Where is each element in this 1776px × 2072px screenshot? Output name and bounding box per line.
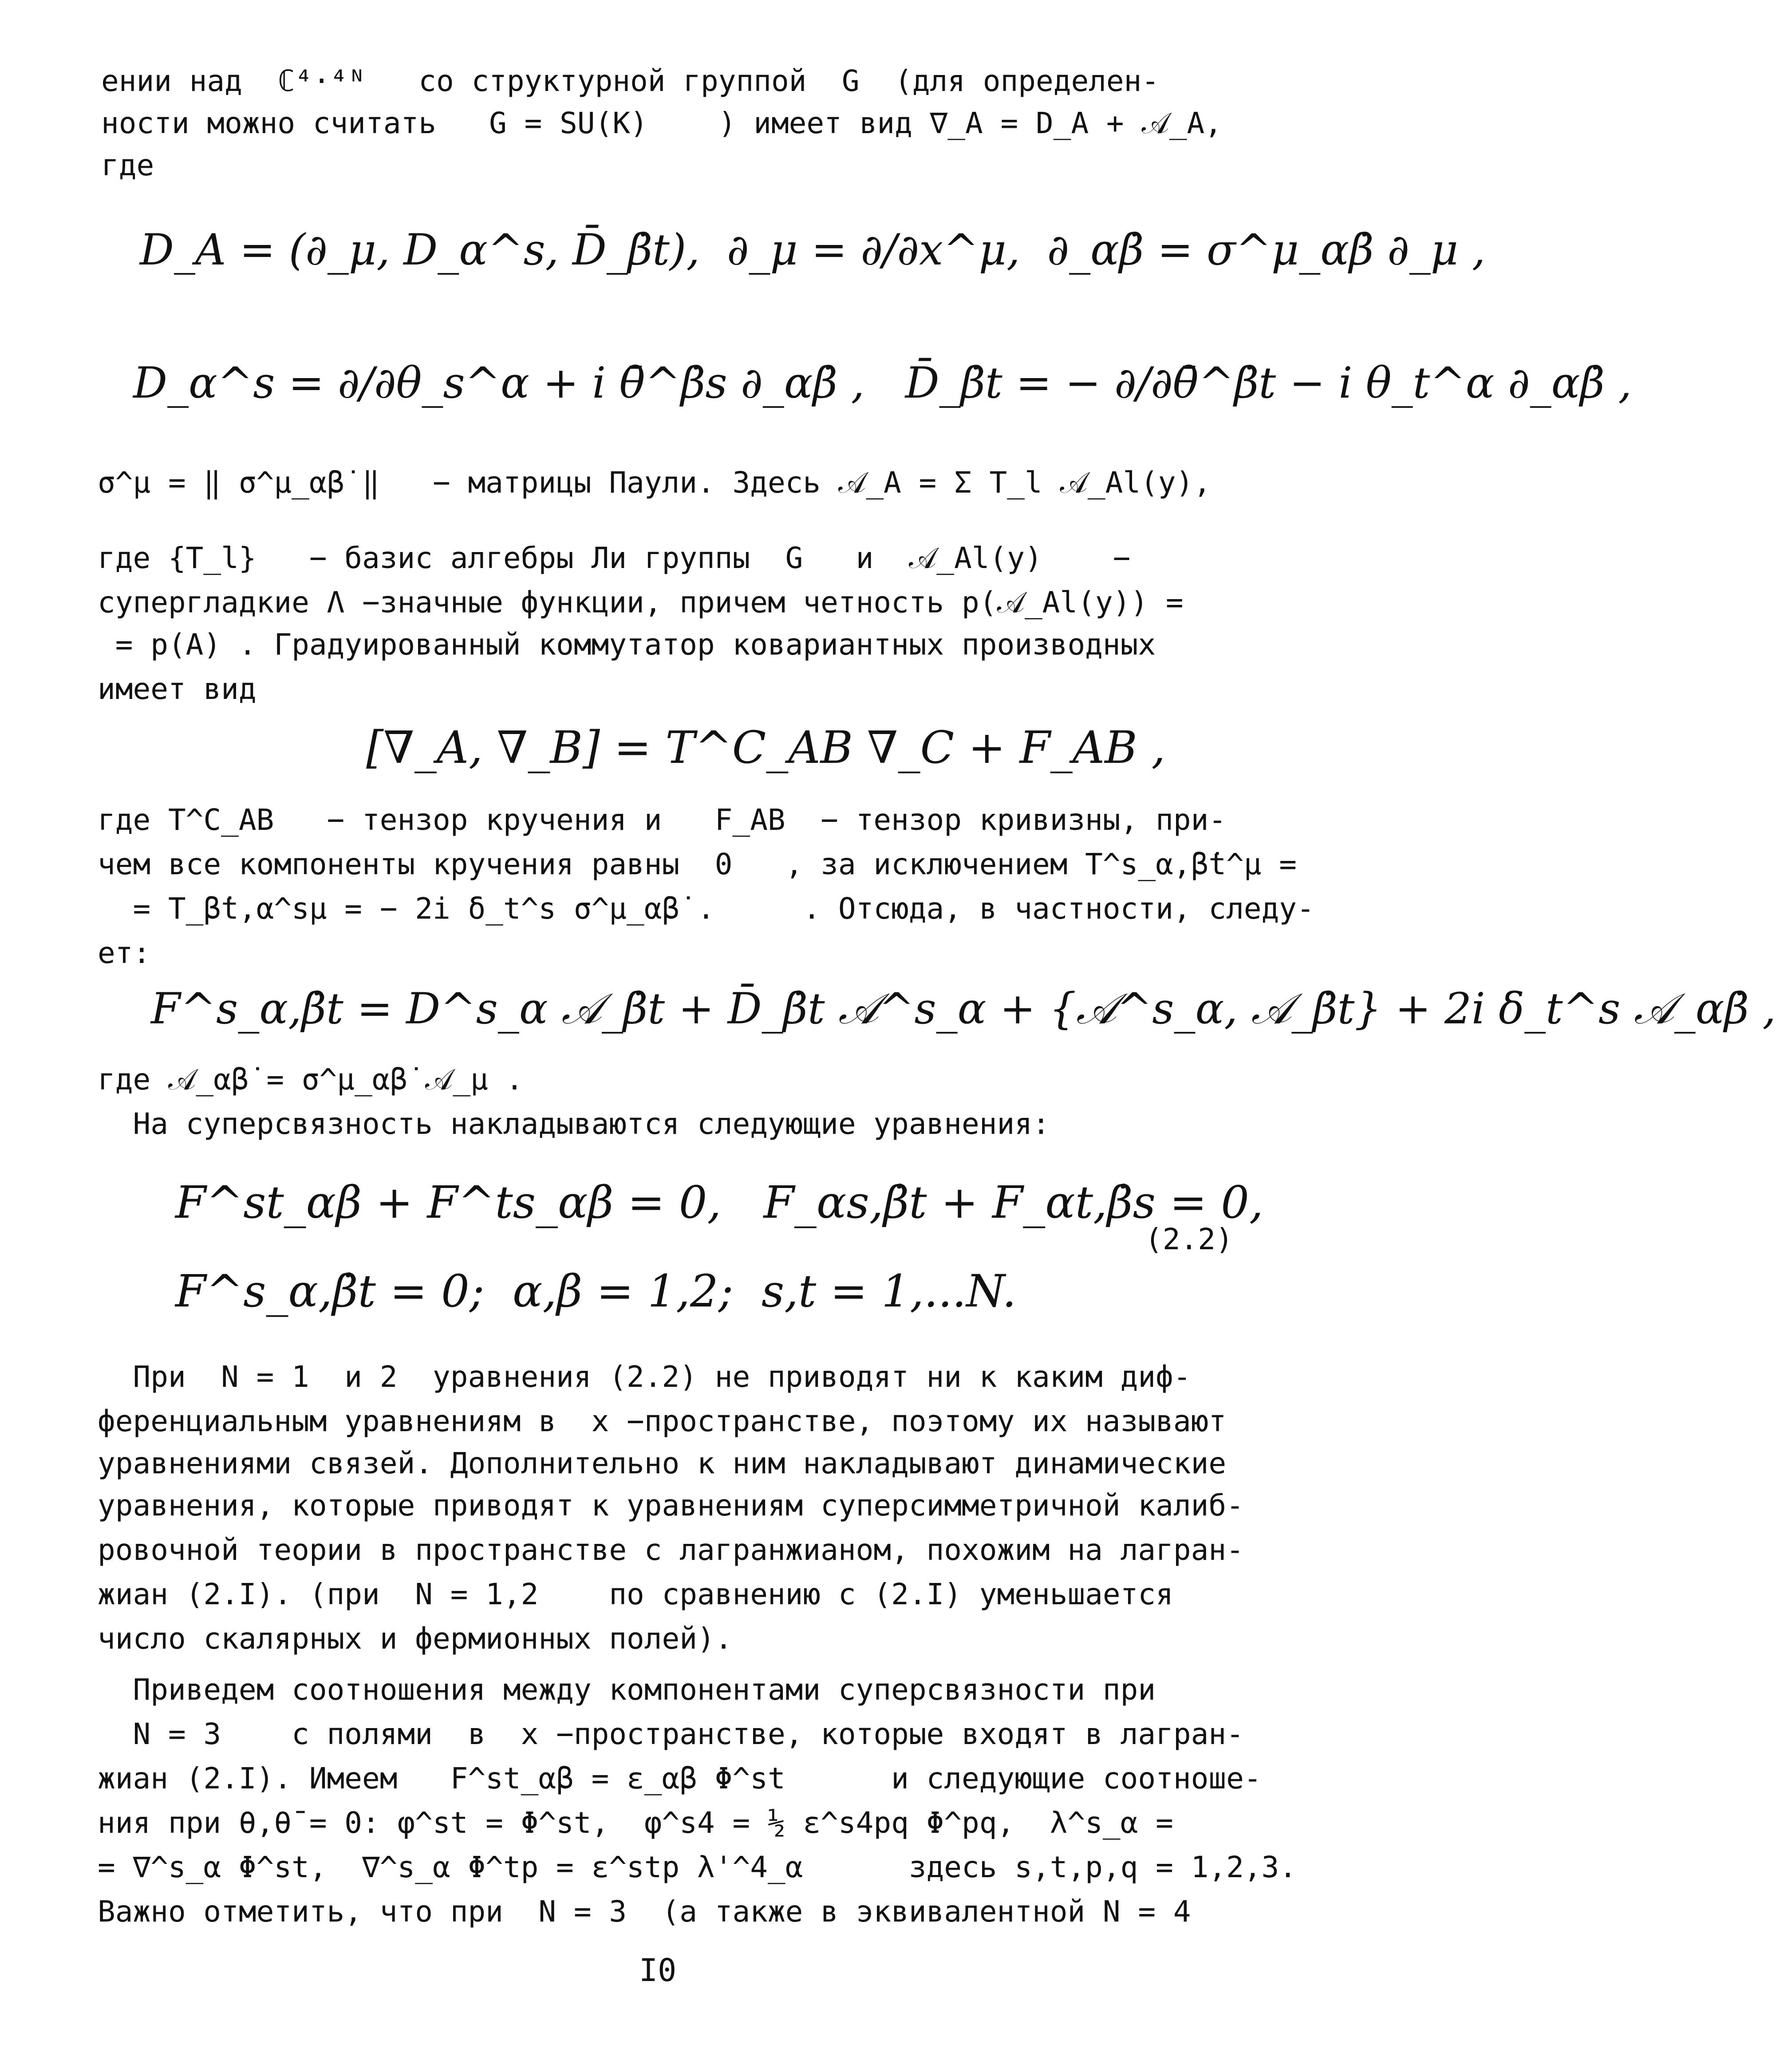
text-line: где T^C_AB − тензор кручения и F_AB − тензор кривизны, при- bbox=[98, 803, 1227, 837]
text-line: Важно отметить, что при N = 3 (а также в эквивалентной N = 4 bbox=[98, 1894, 1191, 1929]
text-line: уравнениями связей. Дополнительно к ним накладывают динамические bbox=[98, 1446, 1227, 1480]
formula-graded-commutator: [∇_A, ∇_B] = T^C_AB ∇_C + F_AB , bbox=[366, 722, 1166, 774]
text-line: При N = 1 и 2 уравнения (2.2) не приводят ни к каким диф- bbox=[98, 1360, 1191, 1394]
text-line: = p(A) . Градуированный коммутатор ковариантных производных bbox=[98, 628, 1156, 662]
formula-spinor-derivatives: D_α^s = ∂/∂θ_s^α + i θ̄^β̇s ∂_αβ̇ , D̄_β̇t = − ∂/∂θ̄^β̇t − i θ_t^α ∂_αβ̇ , bbox=[133, 358, 1632, 408]
text-line: жиан (2.I). Имеем F^st_αβ = ε_αβ Φ^st и следующие соотноше- bbox=[98, 1761, 1262, 1796]
text-line: ении над ℂ⁴·⁴ᴺ со структурной группой G (для определен- bbox=[101, 64, 1160, 98]
text-line: ровочной теории в пространстве с лагранжианом, похожим на лагран- bbox=[98, 1533, 1244, 1567]
text-line: имеет вид bbox=[98, 672, 257, 706]
text-line: чем все компоненты кручения равны 0 , за исключением T^s_α,β̇t^μ = bbox=[98, 847, 1297, 881]
formula-covariant-derivative: D_A = (∂_μ, D_α^s, D̄_β̇t), ∂_μ = ∂/∂x^μ, ∂_αβ̇ = σ^μ_αβ̇ ∂_μ , bbox=[140, 225, 1486, 275]
text-line: число скалярных и фермионных полей). bbox=[98, 1622, 733, 1656]
text-line: σ^μ = ‖ σ^μ_αβ̇ ‖ − матрицы Паули. Здесь 𝒜_A = Σ T_l 𝒜_Al(y), bbox=[98, 466, 1211, 500]
formula-constraint-2: F^s_α,β̇t = 0; α,β = 1,2; s,t = 1,...N. bbox=[175, 1265, 1017, 1317]
text-line: жиан (2.I). (при N = 1,2 по сравнению с (2.I) уменьшается bbox=[98, 1577, 1173, 1611]
formula-constraint-1: F^st_αβ + F^ts_αβ = 0, F_αs,β̇t + F_αt,β̇s = 0, bbox=[175, 1176, 1263, 1228]
text-line: На суперсвязность накладываются следующие уравнения: bbox=[98, 1107, 1050, 1141]
text-line: Приведем соотношения между компонентами суперсвязности при bbox=[98, 1673, 1156, 1707]
text-line: где 𝒜_αβ̇ = σ^μ_αβ̇ 𝒜_μ . bbox=[98, 1062, 524, 1097]
text-line: ности можно считать G = SU(K) ) имеет вид ∇_A = D_A + 𝒜_A, bbox=[101, 106, 1223, 140]
text-line: где {T_l} − базис алгебры Ли группы G и 𝒜_Al(y) − bbox=[98, 541, 1131, 575]
text-line: ет: bbox=[98, 936, 151, 970]
equation-number: (2.2) bbox=[1145, 1222, 1233, 1256]
text-line: ференциальным уравнениям в x −пространстве, поэтому их называют bbox=[98, 1404, 1227, 1438]
page-number: I0 bbox=[639, 1952, 677, 1989]
text-line: ния при θ,θ̄ = 0: φ^st = Φ^st, φ^s4 = ½ ε^s4pq Φ^pq, λ^s_α = bbox=[98, 1806, 1173, 1840]
formula-curvature-component: F^s_α,β̇t = D^s_α 𝒜_β̇t + D̄_β̇t 𝒜^s_α + {𝒜^s_α, 𝒜_β̇t} + 2i δ_t^s 𝒜_αβ̇ , bbox=[151, 984, 1776, 1034]
text-line: где bbox=[101, 148, 154, 182]
text-line: супергладкие Λ −значные функции, причем четность p(𝒜_Al(y)) = bbox=[98, 585, 1184, 620]
text-line: = T_β̇t,α^sμ = − 2i δ_t^s σ^μ_αβ̇ . . Отсюда, в частности, следу- bbox=[98, 892, 1314, 926]
text-line: = ∇^s_α Φ^st, ∇^s_α Φ^tp = ε^stp λ'^4_α здесь s,t,p,q = 1,2,3. bbox=[98, 1850, 1297, 1884]
text-line: N = 3 с полями в x −пространстве, которые входят в лагран- bbox=[98, 1717, 1244, 1751]
text-line: уравнения, которые приводят к уравнениям суперсимметричной калиб- bbox=[98, 1488, 1244, 1523]
